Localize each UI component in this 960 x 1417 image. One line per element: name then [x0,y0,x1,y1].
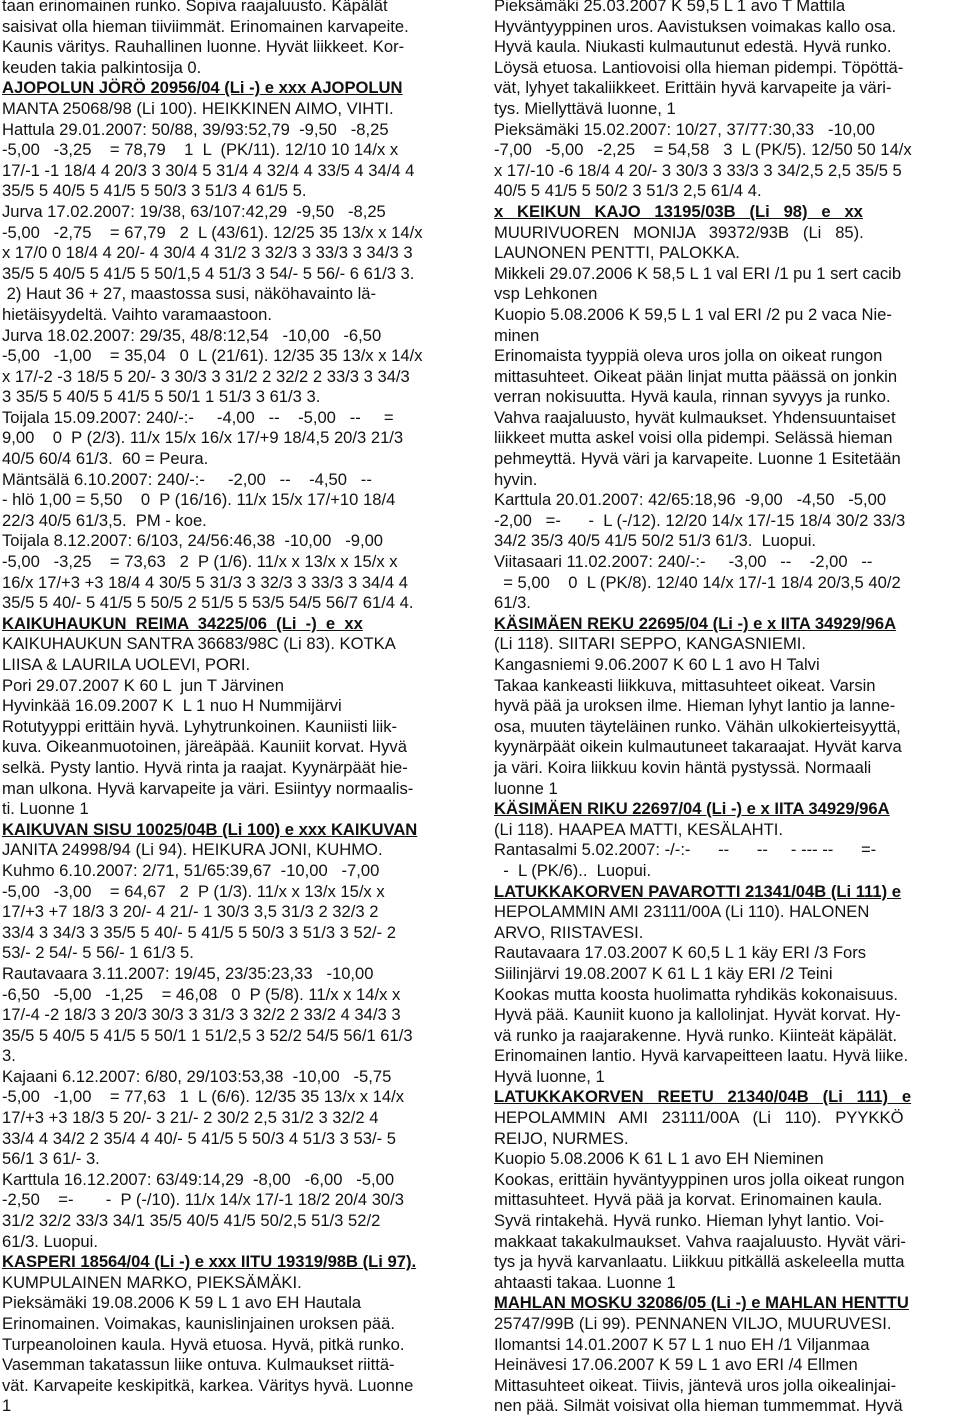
text-line: MANTA 25068/98 (Li 100). HEIKKINEN AIMO, VIHTI. [2,98,394,118]
text-line: Pieksämäki 25.03.2007 K 59,5 L 1 avo T Mattila [494,0,846,15]
text-line: Kangasniemi 9.06.2007 K 60 L 1 avo H Talvi [494,655,820,674]
text-line: 31/2 32/2 33/3 34/1 35/5 40/5 41/5 50/2,5 51/3 52/2 [2,1211,381,1231]
text-line: -6,50 -5,00 -1,25 = 46,08 0 P (5/8). 11/x x 14/x x [2,984,401,1004]
text-line: x 17/0 0 18/4 4 20/- 4 30/4 4 31/2 3 32/3 3 33/3 3 34/3 3 [2,243,413,263]
text-line: Kuhmo 6.10.2007: 2/71, 51/65:39,67 -10,00 -7,00 [2,860,380,880]
text-line: 2) Haut 36 + 27, maastossa susi, näköhavainto lä- [2,284,377,304]
text-line: Syvä rintakehä. Hyvä runko. Hieman lyhyt lantio. Voi- [494,1211,885,1231]
text-line: 33/4 3 34/3 3 35/5 5 40/- 5 41/5 5 50/3 3 51/3 3 52/- 2 [2,922,396,942]
text-line: luonne 1 [494,778,558,798]
text-line: Kookas, erittäin hyväntyyppinen uros jolla oikeat rungon [494,1169,905,1189]
text-line: mittasuhteet. Hyvä pää ja korvat. Erinomainen kaula. [494,1190,883,1210]
text-line: Pieksämäki 15.02.2007: 10/27, 37/77:30,33 -10,00 [494,119,876,139]
text-line: 3 35/5 5 40/5 5 41/5 5 50/1 1 51/3 3 61/3 3. [2,387,321,407]
text-line: Erinomainen. Voimakas, kaunislinjainen uroksen pää. [2,1314,395,1333]
text-line: x 17/-2 -3 18/5 5 20/- 3 30/3 3 31/2 2 32/2 2 33/3 3 34/3 [2,366,410,386]
text-line: KUMPULAINEN MARKO, PIEKSÄMÄKI. [2,1272,302,1292]
text-line: HEPOLAMMIN AMI 23111/00A (Li 110). PYYKKÖ [494,1108,904,1128]
text-line: 35/5 5 40/5 5 41/5 5 50/1,5 4 51/3 3 54/- 5 56/- 6 61/3 3. [2,263,415,283]
text-line: 17/+3 +3 18/3 5 20/- 3 21/- 2 30/2 2,5 31/2 3 32/2 4 [2,1108,379,1128]
text-line: Karttula 20.01.2007: 42/65:18,96 -9,00 -4,50 -5,00 [494,490,887,510]
text-line: kyynärpäät oikein kulmautuneet takaraajat. Hyvät karva [494,737,902,757]
text-line: Heinävesi 17.06.2007 K 59 L 1 avo ERI /4 Ellmen [494,1355,858,1375]
text-line: -5,00 -3,25 = 73,63 2 P (1/6). 11/x x 13/x x 15/x x [2,552,398,572]
text-line: Hyvä kaula. Niukasti kulmautunut edestä. Hyvä runko. [494,37,892,57]
text-line: Mäntsälä 6.10.2007: 240/-:- -2,00 -- -4,50 -- [2,469,372,489]
text-line: kuva. Oikeanmuotoinen, järeäpää. Kauniit korvat. Hyvä [2,737,407,757]
text-line: Pori 29.07.2007 K 60 L jun T Järvinen [2,675,284,695]
text-line: Turpeanoloinen kaula. Hyvä etuosa. Hyvä, pitkä runko. [2,1334,405,1354]
text-line: x 17/-10 -6 18/4 4 20/- 3 30/3 3 33/3 3 34/2,5 2,5 35/5 5 [494,160,902,180]
text-line: 3. [2,1046,16,1066]
text-line: 53/- 2 54/- 5 56/- 1 61/3 5. [2,943,194,963]
left-text-column [2,0,474,1417]
text-line: 35/5 5 40/5 5 41/5 5 50/3 3 51/3 4 61/5 5. [2,181,307,201]
text-line: 9,00 0 P (2/3). 11/x 15/x 16/x 17/+9 18/4,5 20/3 21/3 [2,428,404,448]
text-line: saisivat olla hieman tiiviimmät. Erinomainen karvapeite. [2,16,409,36]
text-line: Hyväntyyppinen uros. Aavistuksen voimakas kallo osa. [494,16,897,36]
text-line: vsp Lehkonen [494,284,598,304]
text-line: Erinomainen lantio. Hyvä karvapeitteen laatu. Hyvä liike. [494,1046,909,1066]
text-line: 33/4 4 34/2 2 35/4 4 40/- 5 41/5 5 50/3 4 51/3 3 53/- 5 [2,1128,396,1148]
text-line: 16/x 17/+3 +3 18/4 4 30/5 5 31/3 3 32/3 3 33/3 3 34/4 4 [2,572,408,592]
text-line: - hlö 1,00 = 5,50 0 P (16/16). 11/x 15/x 17/+10 18/4 [2,490,396,510]
text-line: 40/5 5 41/5 5 50/2 3 51/3 2,5 61/4 4. [494,181,762,201]
dog-entry-heading-line: LATUKKAKORVEN PAVAROTTI 21341/04B (Li 111) e [494,881,901,901]
text-line: -2,50 =- - P (-/10). 11/x 14/x 17/-1 18/2 20/4 30/3 [2,1190,405,1210]
text-line: Viitasaari 11.02.2007: 240/-:- -3,00 -- -2,00 -- [494,552,873,572]
text-line: Kaunis väritys. Rauhallinen luonne. Hyvät liikkeet. Kor- [2,37,405,57]
text-line: 61/3. [494,593,531,613]
text-line: makkaat takakulmaukset. Vahva raajaluusto. Hyvät väri- [494,1231,906,1251]
text-line: Mittasuhteet oikeat. Tiivis, jäntevä uros jolla oikealinjai- [494,1375,897,1395]
text-line: ARVO, RIISTAVESI. [494,922,644,942]
text-line: hyvin. [494,469,538,489]
text-line: (Li 118). SIITARI SEPPO, KANGASNIEMI. [494,634,806,654]
text-line: (Li 118). HAAPEA MATTI, KESÄLAHTI. [494,819,783,839]
text-line: Vasemman takatassun liike ontuva. Kulmaukset riittä- [2,1355,395,1375]
text-line: nen pää. Silmät voisivat olla hieman tummemmat. Hyvä [494,1396,903,1416]
text-line: Hattula 29.01.2007: 50/88, 39/93:52,79 -9,50 -8,25 [2,119,389,139]
text-line: Hyvä luonne, 1 [494,1066,605,1086]
text-line: MUURIVUOREN MONIJA 39372/93B (Li 85). [494,222,864,242]
dog-entry-heading-line: AJOPOLUN JÖRÖ 20956/04 (Li -) e xxx AJOPOLUN [2,78,403,98]
text-line: Kookas mutta koosta huolimatta ryhdikäs kokonaisuus. [494,984,898,1004]
text-line: keuden takia palkintosija 0. [2,57,202,77]
text-line: hyvä pää ja uroksen ilme. Hieman lyhyt lantio ja lanne- [494,696,896,716]
text-line: Kuopio 5.08.2006 K 59,5 L 1 val ERI /2 pu 2 vaca Nie- [494,304,892,324]
text-line: vät, lyhyet takaliikkeet. Erittäin hyvä karvapeite ja väri- [494,78,892,98]
text-line: -5,00 -1,00 = 35,04 0 L (21/61). 12/35 35 13/x x 14/x [2,346,423,366]
text-line: Hyvinkää 16.09.2007 K L 1 nuo H Nummijärvi [2,696,342,716]
text-line: Pieksämäki 19.08.2006 K 59 L 1 avo EH Hautala [2,1293,362,1313]
text-line: Löysä etuosa. Lantiovoisi olla hieman pidempi. Töpöttä- [494,57,904,77]
text-line: -2,00 =- - L (-/12). 12/20 14/x 17/-15 18/4 30/2 33/3 [494,510,906,530]
dog-entry-heading-line: KAIKUHAUKUN REIMA 34225/06 (Li -) e xx [2,613,363,633]
text-line: 22/3 40/5 61/3,5. PM - koe. [2,510,207,530]
text-line: -5,00 -2,75 = 67,79 2 L (43/61). 12/25 35 13/x x 14/x [2,222,423,242]
text-line: Hyvä pää. Kauniit kuono ja kallolinjat. Hyvät korvat. Hy- [494,1005,901,1025]
text-line: 35/5 5 40/5 5 41/5 5 50/1 1 51/2,5 3 52/2 54/5 56/1 61/3 [2,1025,413,1045]
text-line: Jurva 18.02.2007: 29/35, 48/8:12,54 -10,00 -6,50 [2,325,382,345]
text-line: Kajaani 6.12.2007: 6/80, 29/103:53,38 -10,00 -5,75 [2,1066,392,1086]
text-line: Rautavaara 3.11.2007: 19/45, 23/35:23,33 -10,00 [2,963,374,983]
text-line: vä runko ja raajarakenne. Hyvä runko. Kiinteät käpälät. [494,1025,898,1045]
dog-entry-heading-line: KAIKUVAN SISU 10025/04B (Li 100) e xxx KAIKUVAN [2,819,418,839]
text-line: 34/2 35/3 40/5 41/5 50/2 51/3 61/3. Luopui. [494,531,817,551]
text-line: Ilomantsi 14.01.2007 K 57 L 1 nuo EH /1 Viljanmaa [494,1334,870,1354]
text-line: Kuopio 5.08.2006 K 61 L 1 avo EH Nieminen [494,1149,824,1169]
text-line: Rautavaara 17.03.2007 K 60,5 L 1 käy ERI /3 Fors [494,943,867,963]
text-line: 17/+3 +7 18/3 3 20/- 4 21/- 1 30/3 3,5 31/3 2 32/3 2 [2,902,379,922]
text-line: Erinomaista tyyppiä oleva uros jolla on oikeat rungon [494,346,883,366]
text-line: liikkeet mutta askel voisi olla pidempi. Selässä hieman [494,428,893,448]
text-line: verran nokisuutta. Hyvä kaula, rinnan syvyys ja runko. [494,387,891,407]
text-line: Rotutyyppi erittäin hyvä. Lyhytrunkoinen. Kauniisti liik- [2,716,398,736]
text-line: REIJO, NURMES. [494,1128,629,1148]
text-line: 56/1 3 61/- 3. [2,1149,100,1169]
text-line: Rantasalmi 5.02.2007: -/-:- -- -- - --- -- =- [494,840,877,860]
text-line: Toijala 15.09.2007: 240/-:- -4,00 -- -5,00 -- = [2,407,394,427]
text-line: tys. Miellyttävä luonne, 1 [494,98,676,118]
text-line: KAIKUHAUKUN SANTRA 36683/98C (Li 83). KOTKA [2,634,396,654]
text-line: tys ja hyvä karvanlaatu. Liikkuu pitkällä askeleella mutta [494,1252,905,1272]
dog-entry-heading-line: KASPERI 18564/04 (Li -) e xxx IITU 19319/98B (Li 97). [2,1252,417,1272]
text-line: 17/-1 -1 18/4 4 20/3 3 30/4 5 31/4 4 32/4 4 33/5 4 34/4 4 [2,160,415,180]
text-line: Mikkeli 29.07.2006 K 58,5 L 1 val ERI /1 pu 1 sert cacib [494,263,902,283]
text-line: - L (PK/6).. Luopui. [494,860,652,880]
text-line: taan erinomainen runko. Sopiva raajaluusto. Käpälät [2,0,388,15]
text-line: LIISA & LAURILA UOLEVI, PORI. [2,655,251,674]
text-line: Jurva 17.02.2007: 19/38, 63/107:42,29 -9,50 -8,25 [2,201,386,221]
text-line: 25747/99B (Li 99). PENNANEN VILJO, MUURUVESI. [494,1314,892,1333]
text-line: -7,00 -5,00 -2,25 = 54,58 3 L (PK/5). 12/50 50 14/x [494,140,912,160]
text-line: Vahva raajaluusto, hyvät kulmaukset. Yhdensuuntaiset [494,407,896,427]
text-line: JANITA 24998/94 (Li 94). HEIKURA JONI, KUHMO. [2,840,383,860]
text-line: osa, muuten täyteläinen runko. Vähän ulkokierteisyyttä, [494,716,901,736]
text-line: pehmeyttä. Hyvä väri ja karvapeite. Luonne 1 Esitetään [494,449,901,469]
text-line: -5,00 -1,00 = 77,63 1 L (6/6). 12/35 35 13/x x 14/x [2,1087,405,1107]
text-line: mittasuhteet. Oikeat pään linjat mutta päässä on jonkin [494,366,898,386]
text-line: 40/5 60/4 61/3. 60 = Peura. [2,449,209,469]
text-line: ahtaasti takaa. Luonne 1 [494,1272,676,1292]
dog-entry-heading-line: x KEIKUN KAJO 13195/03B (Li 98) e xx [494,201,863,221]
dog-entry-heading-line: LATUKKAKORVEN REETU 21340/04B (Li 111) e [494,1087,912,1107]
dog-entry-heading-line: KÄSIMÄEN RIKU 22697/04 (Li -) e x IITA 34929/96A [494,799,890,819]
text-line: Takaa kankeasti liikkuva, mittasuhteet oikeat. Varsin [494,675,876,695]
text-line: Karttula 16.12.2007: 63/49:14,29 -8,00 -6,00 -5,00 [2,1169,395,1189]
text-line: Toijala 8.12.2007: 6/103, 24/56:46,38 -10,00 -9,00 [2,531,384,551]
text-line: HEPOLAMMIN AMI 23111/00A (Li 110). HALONEN [494,902,870,922]
text-line: ja väri. Koira liikkuu kovin häntä pystyssä. Normaali [494,757,872,777]
text-line: Siilinjärvi 19.08.2007 K 61 L 1 käy ERI /2 Teini [494,963,833,983]
right-text-column [494,0,956,1417]
text-line: vät. Karvapeite keskipitkä, karkea. Väritys hyvä. Luonne [2,1375,414,1395]
text-line: -5,00 -3,25 = 78,79 1 L (PK/11). 12/10 10 14/x x [2,140,399,160]
dog-entry-heading-line: MAHLAN MOSKU 32086/05 (Li -) e MAHLAN HENTTU [494,1293,909,1313]
text-line: 61/3. Luopui. [2,1231,98,1251]
text-line: 35/5 5 40/- 5 41/5 5 50/5 2 51/5 5 53/5 54/5 56/7 61/4 4. [2,593,414,613]
text-line: -5,00 -3,00 = 64,67 2 P (1/3). 11/x x 13/x 15/x x [2,881,385,901]
text-line: ti. Luonne 1 [2,799,89,819]
text-line: 17/-4 -2 18/3 3 20/3 30/3 3 31/3 3 32/2 2 33/2 4 34/3 3 [2,1005,401,1025]
text-line: man ulkona. Hyvä karvapeite ja väri. Esiintyy normaalis- [2,778,414,798]
text-line: = 5,00 0 L (PK/8). 12/40 14/x 17/-1 18/4 20/3,5 40/2 [494,572,901,592]
text-line: hietäisyydeltä. Vaihto varamaastoon. [2,304,272,324]
text-line: 1 [2,1396,12,1416]
text-line: LAUNONEN PENTTI, PALOKKA. [494,243,740,263]
dog-entry-heading-line: KÄSIMÄEN REKU 22695/04 (Li -) e x IITA 34929/96A [494,613,897,633]
text-line: selkä. Pysty lantio. Hyvä rinta ja raajat. Kyynärpäät hie- [2,757,408,777]
text-line: minen [494,325,540,345]
